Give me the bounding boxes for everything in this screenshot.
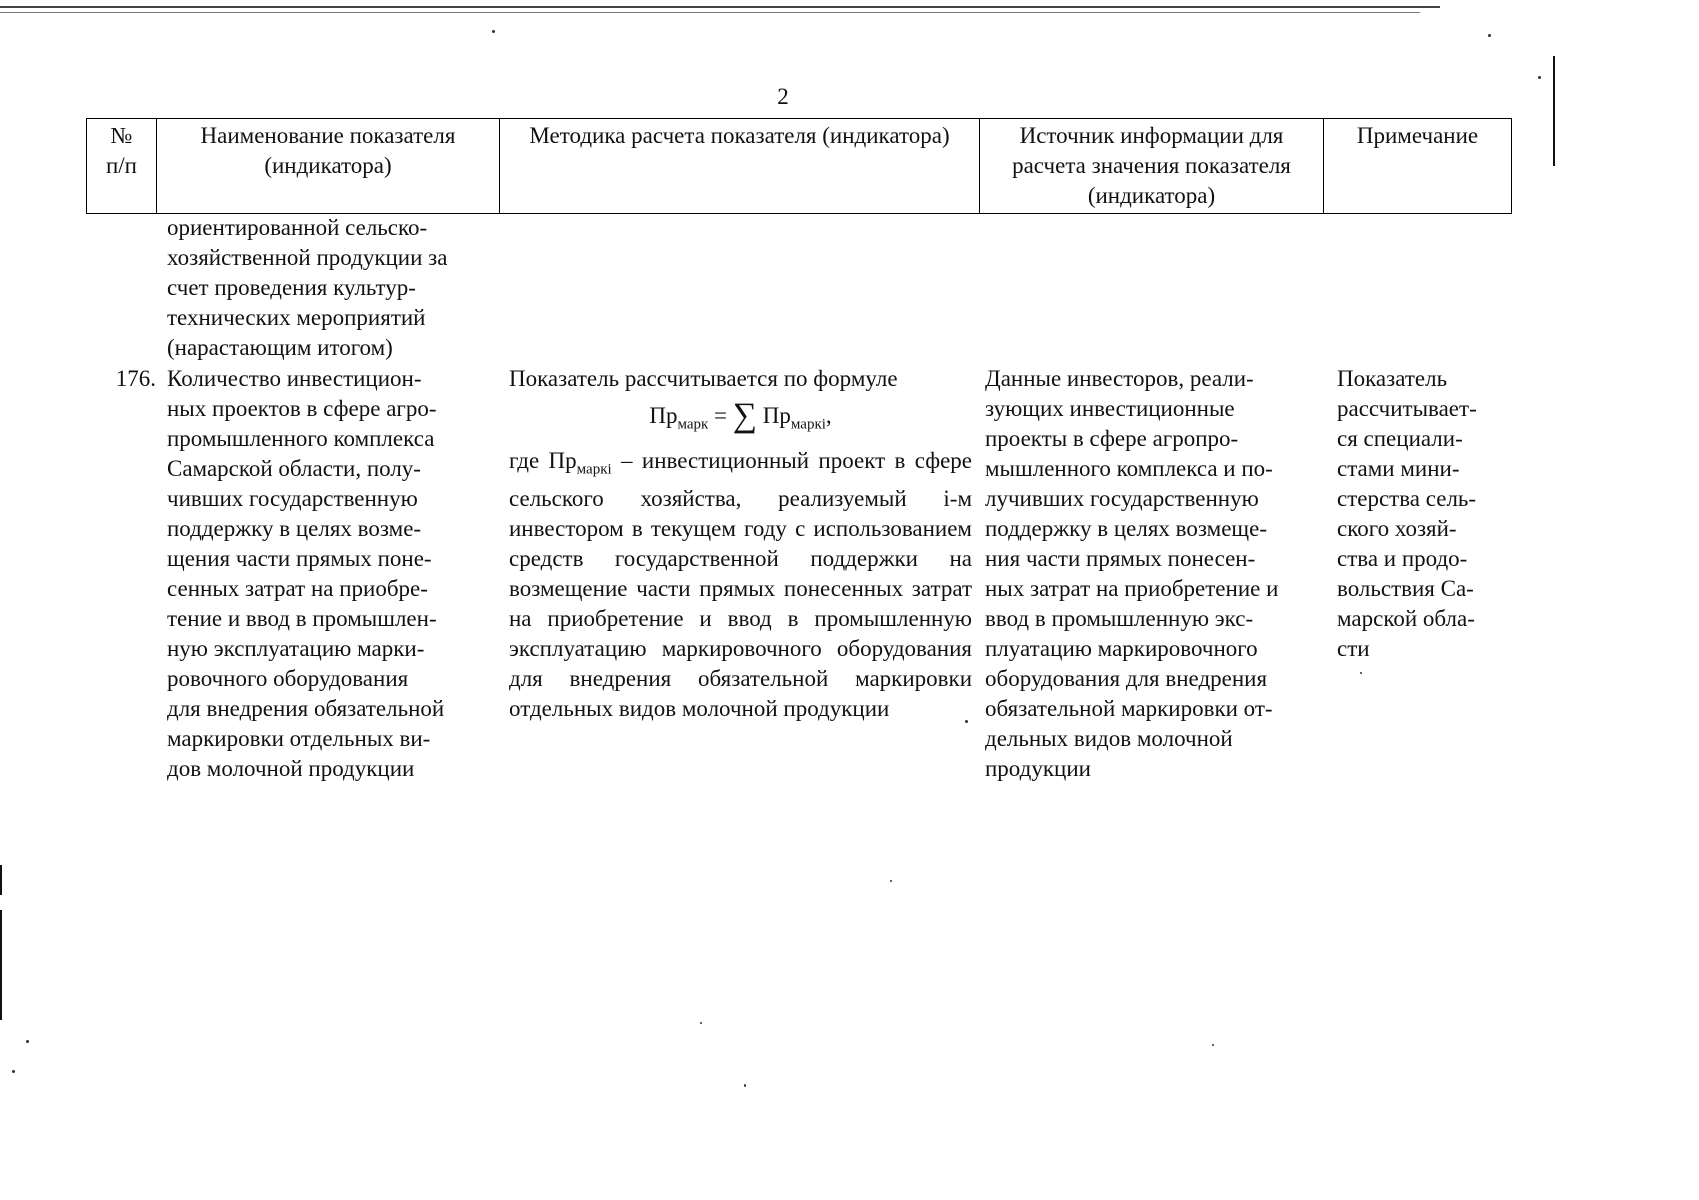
- scan-border-line: [0, 6, 1440, 8]
- scan-speck: [744, 1084, 746, 1087]
- note-cell: Показатель рассчитывает- ся специали- стами мини- стерства сель- ского хозяй- ства и продо- вольствия Са- марской обла- сти: [1337, 366, 1477, 661]
- method-intro: Показатель рассчитывается по формуле: [509, 366, 898, 391]
- scan-speck: [1212, 1044, 1214, 1046]
- scan-speck: [700, 1022, 702, 1024]
- sigma-symbol: ∑: [732, 397, 758, 434]
- source-cell: Данные инвесторов, реали- зующих инвестиционные проекты в сфере агропро- мышленного комплекса и по- лучивших государственную поддержку в целях возмеще- ния части прямых понесен- ных затрат на приобретение и ввод в промышленную экс- плуатацию маркировочного оборудования для внедрения обязательной маркировки от- дельных видов молочной продукции: [985, 366, 1279, 781]
- continuation-name-cell: ориентированной сельско- хозяйственной продукции за счет проведения культур- технических мероприятий (нарастающим итогом): [167, 215, 448, 360]
- header-col-source: Источник информации для расчета значения показателя (индикатора): [980, 119, 1324, 214]
- header-col-note: Примечание: [1324, 119, 1512, 214]
- scan-speck: [1538, 76, 1541, 79]
- scan-edge-mark: [0, 910, 2, 1020]
- formula-equals: =: [714, 403, 728, 428]
- formula-lhs: Пр: [649, 403, 678, 428]
- scan-speck: [26, 1040, 29, 1043]
- scan-speck: [1488, 34, 1491, 37]
- scan-border-line: [0, 12, 1420, 13]
- scan-edge-mark: [1553, 56, 1555, 166]
- formula: [509, 398, 972, 440]
- scan-speck: [492, 30, 495, 33]
- method-explanation: [509, 446, 972, 725]
- row-number: 176.: [115, 366, 156, 391]
- indicator-name-cell: Количество инвестицион- ных проектов в сфере агро- промышленного комплекса Самарской области, полу- чивших государственную поддержку в целях возме- щения части прямых поне- сенных затрат на приобре- тение и ввод в промышлен- ную эксплуатацию марки- ровочного оборудования для внедрения обязательной маркировки отдельных ви- дов молочной продукции: [167, 366, 445, 781]
- where-text: – инвестиционный проект в сфере сельского хозяйства, реализуемый i-м инвестором в текущем году с использованием средств государственной поддержки на возмещение части прямых понесенных затрат на приобретение и ввод в промышленную эксплуатацию маркировочного оборудования для внедрения обязательной маркировки отдельных видов молочной продукции: [509, 447, 973, 722]
- scan-edge-mark: [0, 865, 2, 895]
- header-col-number: № п/п: [87, 119, 157, 214]
- scan-speck: [890, 880, 892, 882]
- page-number: 2: [777, 84, 789, 109]
- formula-lhs-subscript: марк: [677, 416, 709, 433]
- formula-rhs: Пр: [762, 403, 791, 428]
- scan-speck: [12, 1070, 15, 1073]
- header-col-method: Методика расчета показателя (индикатора): [500, 119, 980, 214]
- where-subscript: маркi: [576, 461, 612, 478]
- table-header-row: [87, 119, 1512, 214]
- formula-tail: ,: [825, 403, 832, 428]
- scan-speck: [1360, 672, 1362, 674]
- header-col-name: Наименование показателя (индикатора): [157, 119, 500, 214]
- where-prefix: где Пр: [509, 447, 577, 473]
- method-cell: [509, 364, 972, 724]
- table-header: [86, 118, 1512, 214]
- scan-speck: [965, 720, 968, 723]
- formula-rhs-subscript: маркi: [790, 416, 826, 433]
